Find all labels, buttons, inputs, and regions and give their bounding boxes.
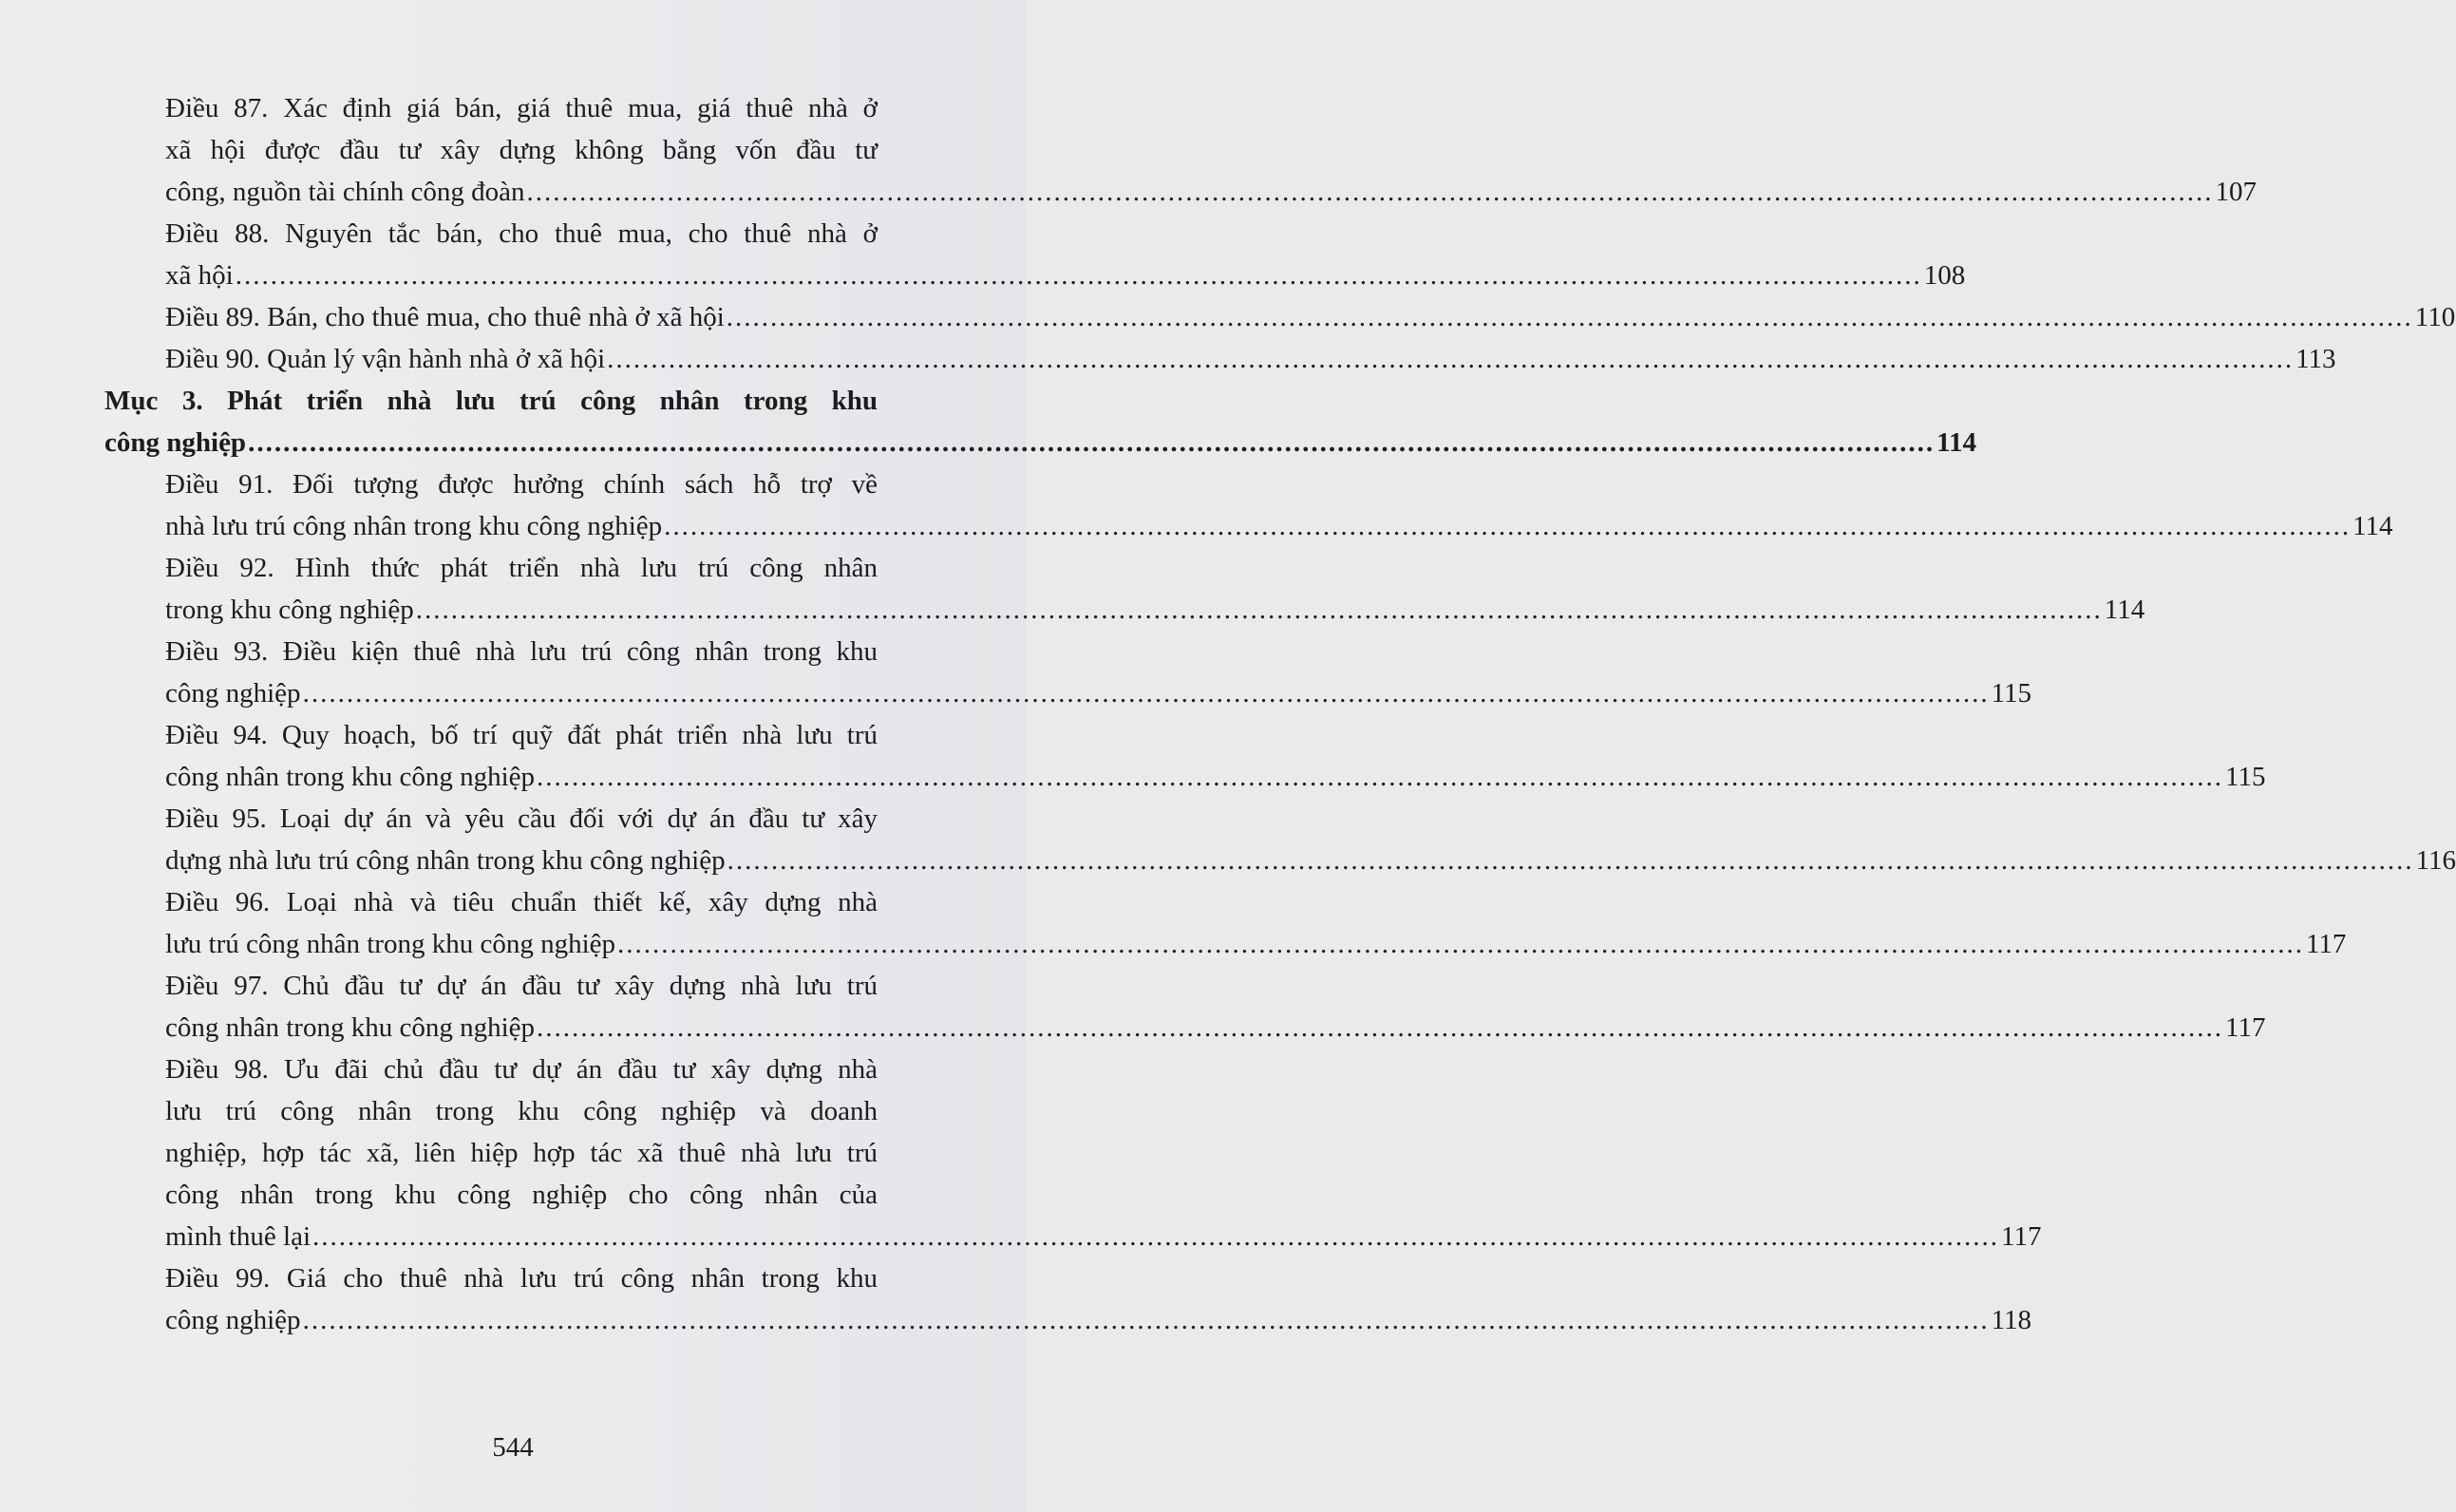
toc-entry-last-line xyxy=(104,422,1976,463)
toc-article-entry xyxy=(104,798,2456,881)
toc-article-entry xyxy=(104,881,2347,965)
toc-article-entry xyxy=(104,1257,2031,1341)
toc-entry-last-line xyxy=(165,338,2336,380)
toc-entry-text: Điều 91. Đối tượng được hưởng chính sách hỗ trợ về xyxy=(165,469,878,500)
toc-entry-text: xã hội xyxy=(165,260,234,291)
toc-entry-text: Điều 92. Hình thức phát triển nhà lưu trú công nhân xyxy=(165,553,878,583)
toc-entry-text: Điều 99. Giá cho thuê nhà lưu trú công nhân trong khu xyxy=(165,1263,878,1294)
dot-leader xyxy=(727,302,2413,332)
toc-entry-text: công nhân trong khu công nghiệp xyxy=(165,1012,536,1043)
page-number: 544 xyxy=(492,1432,534,1463)
toc-entry-text: nghiệp, hợp tác xã, liên hiệp hợp tác xã thuê nhà lưu trú xyxy=(165,1138,878,1168)
toc-entry-last-line xyxy=(165,1007,2266,1049)
toc-page-ref: 115 xyxy=(2225,762,2266,792)
toc-entry-text: công nghiệp xyxy=(104,427,247,458)
toc-entry-text: dựng nhà lưu trú công nhân trong khu công nghiệp xyxy=(165,845,726,876)
toc-entry-text: công nghiệp xyxy=(165,1305,301,1335)
toc-section-entry xyxy=(104,380,1976,463)
toc-entry-text: Điều 95. Loại dự án và yêu cầu đối với dự án đầu tư xây xyxy=(165,803,878,834)
toc-entry-last-line xyxy=(165,1216,2042,1257)
toc-article-entry xyxy=(104,1049,2042,1257)
toc-entry-text: Mục 3. Phát triển nhà lưu trú công nhân trong khu xyxy=(104,386,878,416)
toc-entry-text: Điều 90. Quản lý vận hành nhà ở xã hội xyxy=(165,344,606,374)
toc-entry-text: xã hội được đầu tư xây dựng không bằng vốn đầu tư xyxy=(165,135,878,165)
toc-page-ref: 116 xyxy=(2415,845,2456,876)
toc-entry-text: mình thuê lại xyxy=(165,1221,312,1252)
toc-article-entry xyxy=(104,213,1966,296)
dot-leader xyxy=(527,177,2214,207)
toc-entry-last-line xyxy=(165,756,2266,798)
dot-leader xyxy=(303,678,1990,709)
dot-leader xyxy=(617,929,2304,959)
toc-page-ref: 117 xyxy=(2306,929,2347,959)
toc-entry-text: Điều 96. Loại nhà và tiêu chuẩn thiết kế, xây dựng nhà xyxy=(165,887,878,917)
toc-entry-text: Điều 87. Xác định giá bán, giá thuê mua, giá thuê nhà ở xyxy=(165,93,878,123)
toc-entry-text: công nhân trong khu công nghiệp cho công nhân của xyxy=(165,1180,878,1210)
toc-entry-text: trong khu công nghiệp xyxy=(165,595,414,625)
toc-article-entry xyxy=(104,296,2456,338)
toc-entry-last-line xyxy=(165,1299,2031,1341)
toc-entry-last-line xyxy=(165,505,2393,547)
toc-entry-text: công nhân trong khu công nghiệp xyxy=(165,762,536,792)
toc-entry-text: Điều 94. Quy hoạch, bố trí quỹ đất phát triển nhà lưu trú xyxy=(165,720,878,750)
toc-article-entry xyxy=(104,631,2031,714)
dot-leader xyxy=(303,1305,1990,1335)
toc-entry-text: Điều 88. Nguyên tắc bán, cho thuê mua, cho thuê nhà ở xyxy=(165,218,878,249)
toc-entry-last-line xyxy=(165,255,1966,296)
toc-page-ref: 114 xyxy=(2104,595,2145,625)
toc-entry-text: Điều 97. Chủ đầu tư dự án đầu tư xây dựng nhà lưu trú xyxy=(165,971,878,1001)
dot-leader xyxy=(416,595,2103,625)
dot-leader xyxy=(664,511,2351,541)
toc-article-entry xyxy=(104,714,2266,798)
toc-page-ref: 117 xyxy=(2225,1012,2266,1043)
toc-entry-text: lưu trú công nhân trong khu công nghiệp xyxy=(165,929,615,959)
toc-article-entry xyxy=(104,87,2258,213)
toc-entry-text: lưu trú công nhân trong khu công nghiệp và doanh xyxy=(165,1096,878,1126)
toc-entry-last-line xyxy=(165,672,2031,714)
toc-entry-text: Điều 93. Điều kiện thuê nhà lưu trú công nhân trong khu xyxy=(165,636,878,667)
toc-entry-last-line xyxy=(165,589,2145,631)
toc-page-ref: 114 xyxy=(1936,427,1976,458)
toc-article-entry xyxy=(104,965,2266,1049)
toc-article-entry xyxy=(104,338,2336,380)
dot-leader xyxy=(537,1012,2223,1043)
dot-leader xyxy=(248,427,1935,458)
toc-entry-last-line xyxy=(165,923,2347,965)
dot-leader xyxy=(607,344,2294,374)
toc-entry-text: Điều 98. Ưu đãi chủ đầu tư dự án đầu tư xây dựng nhà xyxy=(165,1054,878,1085)
toc-entry-last-line xyxy=(165,840,2456,881)
toc-page-ref: 110 xyxy=(2414,302,2456,332)
toc-entry-last-line xyxy=(165,296,2456,338)
toc-page-ref: 108 xyxy=(1923,260,1966,291)
dot-leader xyxy=(727,845,2414,876)
toc-page-ref: 115 xyxy=(1991,678,2031,709)
dot-leader xyxy=(236,260,1922,291)
dot-leader xyxy=(537,762,2223,792)
toc-article-entry xyxy=(104,547,2145,631)
toc-article-entry xyxy=(104,463,2393,547)
toc-page-ref: 117 xyxy=(2001,1221,2042,1252)
toc-page-ref: 113 xyxy=(2295,344,2336,374)
table-of-contents xyxy=(104,87,2456,1341)
toc-entry-text: nhà lưu trú công nhân trong khu công nghiệp xyxy=(165,511,663,541)
toc-entry-text: công nghiệp xyxy=(165,678,301,709)
toc-page-ref: 114 xyxy=(2352,511,2393,541)
toc-entry-text: công, nguồn tài chính công đoàn xyxy=(165,177,525,207)
toc-page-ref: 107 xyxy=(2215,177,2258,207)
toc-entry-last-line xyxy=(165,171,2258,213)
toc-page-ref: 118 xyxy=(1991,1305,2031,1335)
dot-leader xyxy=(312,1221,1999,1252)
toc-entry-text: Điều 89. Bán, cho thuê mua, cho thuê nhà ở xã hội xyxy=(165,302,725,332)
